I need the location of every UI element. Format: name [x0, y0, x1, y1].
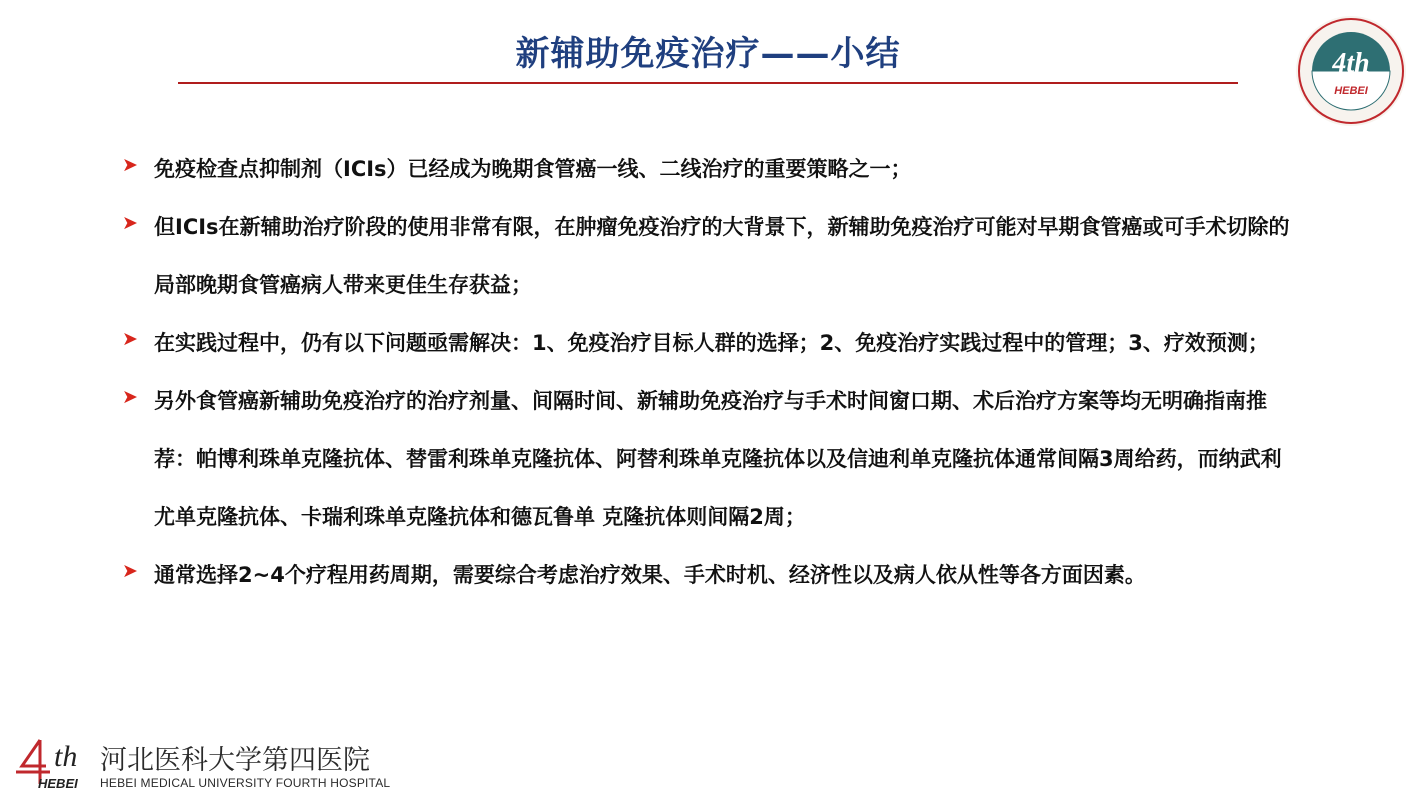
footer-hospital-name-en: HEBEI MEDICAL UNIVERSITY FOURTH HOSPITAL — [100, 776, 391, 790]
svg-text:HEBEI: HEBEI — [1334, 85, 1368, 97]
arrow-right-icon: ➤ — [122, 386, 138, 408]
list-item — [122, 314, 1302, 372]
hospital-logo-icon — [10, 732, 100, 792]
list-item — [122, 198, 1302, 314]
slide-title: 新辅助免疫治疗——小结 — [515, 34, 901, 74]
arrow-right-icon: ➤ — [122, 560, 138, 582]
list-item — [122, 140, 1302, 198]
arrow-right-icon: ➤ — [122, 154, 138, 176]
list-item — [122, 546, 1302, 604]
svg-text:th: th — [54, 740, 78, 773]
bullet-text: 另外食管癌新辅助免疫治疗的治疗剂量、间隔时间、新辅助免疫治疗与手术时间窗口期、术后治疗方案等均无明确指南推荐：帕博利珠单克隆抗体、替雷利珠单克隆抗体、阿替利珠单克隆抗体以及信迪利单克隆抗体通常间隔3周给药，而纳武利尤单克隆抗体、卡瑞利珠单克隆抗体和德瓦鲁单 克隆抗体则间隔2周； — [154, 389, 1282, 529]
bullet-text: 在实践过程中，仍有以下问题亟需解决：1、免疫治疗目标人群的选择；2、免疫治疗实践过程中的管理；3、疗效预测； — [154, 331, 1269, 355]
bullet-list — [122, 140, 1302, 604]
arrow-right-icon: ➤ — [122, 328, 138, 350]
footer-hospital-name-cn: 河北医科大学第四医院 — [100, 745, 370, 776]
hospital-seal-icon — [1294, 14, 1408, 128]
title-divider — [178, 82, 1238, 84]
svg-text:HEBEI: HEBEI — [38, 776, 78, 791]
arrow-right-icon: ➤ — [122, 212, 138, 234]
bullet-text: 通常选择2~4个疗程用药周期，需要综合考虑治疗效果、手术时机、经济性以及病人依从性等各方面因素。 — [154, 563, 1146, 587]
bullet-text: 但ICIs在新辅助治疗阶段的使用非常有限，在肿瘤免疫治疗的大背景下，新辅助免疫治疗可能对早期食管癌或可手术切除的局部晚期食管癌病人带来更佳生存获益； — [154, 215, 1290, 297]
svg-text:4th: 4th — [1332, 48, 1370, 79]
list-item — [122, 372, 1302, 546]
bullet-text: 免疫检查点抑制剂（ICIs）已经成为晚期食管癌一线、二线治疗的重要策略之一； — [154, 157, 912, 181]
